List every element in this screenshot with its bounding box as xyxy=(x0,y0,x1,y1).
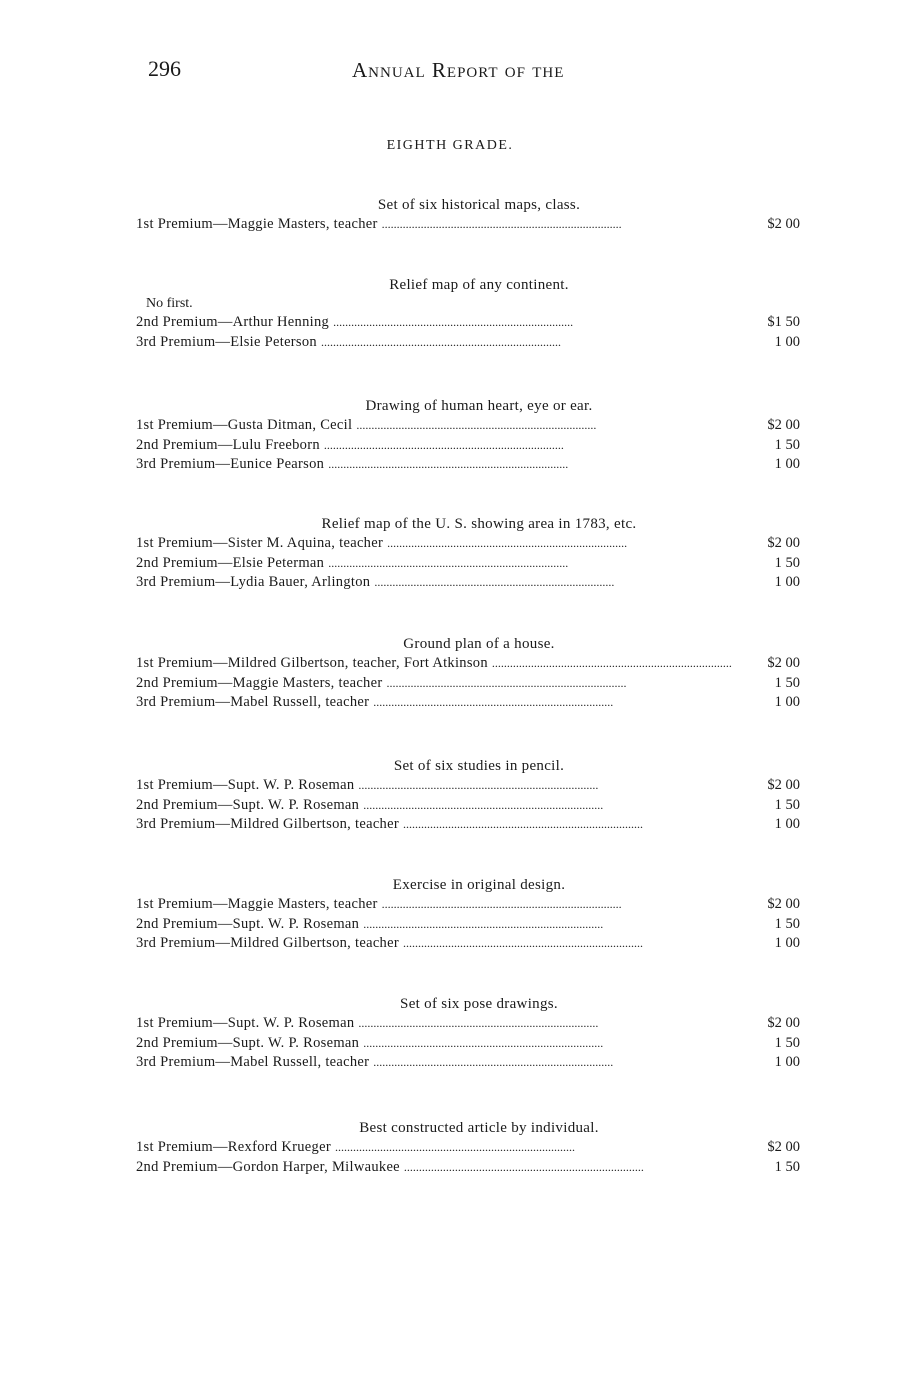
premium-recipient: 1st Premium—Maggie Masters, teacher xyxy=(136,896,378,912)
dot-leader xyxy=(382,215,734,235)
premium-entry xyxy=(136,815,802,835)
premium-amount: 1 50 xyxy=(774,1034,800,1051)
premium-amount: 1 00 xyxy=(774,694,800,710)
premium-entry xyxy=(136,1138,802,1158)
award-section xyxy=(136,875,802,954)
dot-leader xyxy=(403,815,734,835)
premium-recipient: 2nd Premium—Elsie Peterman xyxy=(136,554,325,571)
premium-recipient: 1st Premium—Gusta Ditman, Cecil xyxy=(136,417,353,433)
award-section xyxy=(136,994,802,1073)
premium-amount: 1 50 xyxy=(774,796,800,813)
premium-recipient: 3rd Premium—Mildred Gilbertson, teacher xyxy=(136,816,399,832)
page-header xyxy=(148,56,828,88)
award-section xyxy=(136,275,802,352)
premium-amount: $1 50 xyxy=(767,314,800,330)
premium-entry xyxy=(136,776,802,796)
premium-amount: $2 00 xyxy=(767,1015,800,1031)
premium-amount: 1 00 xyxy=(774,1054,800,1070)
premium-amount: $2 00 xyxy=(767,1139,800,1155)
premium-recipient: 3rd Premium—Mildred Gilbertson, teacher xyxy=(136,935,399,951)
premium-recipient: 1st Premium—Mildred Gilbertson, teacher, Fort Atkinson xyxy=(136,655,488,671)
premium-entry xyxy=(136,895,802,915)
dot-leader xyxy=(373,1053,734,1073)
dot-leader xyxy=(358,1014,734,1034)
premium-amount: 1 50 xyxy=(774,674,800,691)
running-head: Annual Report of the xyxy=(352,58,565,82)
premium-entry xyxy=(136,416,802,436)
premium-amount: 1 50 xyxy=(774,554,800,571)
premium-entry xyxy=(136,674,802,694)
premium-recipient: 3rd Premium—Mabel Russell, teacher xyxy=(136,1054,370,1070)
premium-amount: 1 00 xyxy=(774,574,800,590)
premium-entry xyxy=(136,215,802,235)
premium-recipient: 2nd Premium—Supt. W. P. Roseman xyxy=(136,915,360,932)
premium-recipient: 1st Premium—Supt. W. P. Roseman xyxy=(136,1015,355,1031)
premium-recipient: 1st Premium—Sister M. Aquina, teacher xyxy=(136,535,384,551)
section-title: Drawing of human heart, eye or ear. xyxy=(365,398,593,414)
premium-amount: $2 00 xyxy=(767,655,800,671)
premium-amount: 1 00 xyxy=(774,935,800,951)
dot-leader xyxy=(386,674,734,694)
premium-amount: 1 50 xyxy=(774,1158,800,1175)
premium-entry xyxy=(136,1034,802,1054)
dot-leader xyxy=(387,534,734,554)
premium-recipient: 2nd Premium—Maggie Masters, teacher xyxy=(136,674,383,691)
section-title: Best constructed article by individual. xyxy=(359,1120,599,1136)
dot-leader xyxy=(321,333,734,353)
premium-recipient: 3rd Premium—Elsie Peterson xyxy=(136,333,317,350)
dot-leader xyxy=(363,1034,734,1054)
premium-entry xyxy=(136,934,802,954)
premium-recipient: 1st Premium—Rexford Krueger xyxy=(136,1139,331,1155)
award-section xyxy=(136,195,802,235)
premium-amount: 1 00 xyxy=(774,333,800,350)
premium-entry xyxy=(136,436,802,456)
award-section xyxy=(136,634,802,713)
dot-leader xyxy=(382,895,734,915)
premium-amount: 1 50 xyxy=(774,915,800,932)
premium-recipient: 1st Premium—Supt. W. P. Roseman xyxy=(136,777,355,793)
award-section xyxy=(136,1118,802,1177)
premium-entry xyxy=(136,573,802,593)
premium-recipient: 1st Premium—Maggie Masters, teacher xyxy=(136,216,378,232)
premium-recipient: 3rd Premium—Mabel Russell, teacher xyxy=(136,694,370,710)
dot-leader xyxy=(404,1158,734,1178)
section-title: Relief map of the U. S. showing area in 1783, etc. xyxy=(321,516,637,532)
dot-leader xyxy=(328,554,734,574)
dot-leader xyxy=(403,934,734,954)
section-title: Exercise in original design. xyxy=(392,877,566,893)
premium-entry xyxy=(136,796,802,816)
section-title: Ground plan of a house. xyxy=(403,636,555,652)
dot-leader xyxy=(356,416,734,436)
section-title: Set of six studies in pencil. xyxy=(393,758,565,774)
premium-entry xyxy=(136,333,802,353)
premium-recipient: 2nd Premium—Supt. W. P. Roseman xyxy=(136,1034,360,1051)
dot-leader xyxy=(374,573,734,593)
premium-recipient: 3rd Premium—Eunice Pearson xyxy=(136,456,325,472)
premium-entry xyxy=(136,693,802,713)
page-number: 296 xyxy=(148,56,181,81)
premium-entry xyxy=(136,534,802,554)
award-section xyxy=(136,396,802,475)
premium-entry xyxy=(136,554,802,574)
section-title: Set of six pose drawings. xyxy=(400,996,558,1012)
dot-leader xyxy=(492,654,734,674)
premium-entry xyxy=(136,1053,802,1073)
section-title: Relief map of any continent. xyxy=(389,277,569,293)
premium-entry xyxy=(136,313,802,333)
dot-leader xyxy=(373,693,734,713)
dot-leader xyxy=(324,436,734,456)
premium-recipient: 2nd Premium—Arthur Henning xyxy=(136,314,330,330)
premium-recipient: 2nd Premium—Gordon Harper, Milwaukee xyxy=(136,1158,400,1175)
premium-entry xyxy=(136,654,802,674)
premium-amount: 1 00 xyxy=(774,456,800,472)
grade-title: EIGHTH GRADE. xyxy=(386,138,514,153)
dot-leader xyxy=(363,915,734,935)
premium-entry xyxy=(136,1014,802,1034)
premium-recipient: 2nd Premium—Supt. W. P. Roseman xyxy=(136,796,360,813)
premium-amount: 1 50 xyxy=(774,436,800,453)
premium-amount: $2 00 xyxy=(767,216,800,232)
dot-leader xyxy=(328,455,734,475)
premium-amount: $2 00 xyxy=(767,417,800,433)
dot-leader xyxy=(333,313,734,333)
award-section xyxy=(136,514,802,593)
premium-amount: $2 00 xyxy=(767,777,800,793)
section-title: Set of six historical maps, class. xyxy=(377,197,581,213)
dot-leader xyxy=(363,796,734,816)
dot-leader xyxy=(358,776,734,796)
premium-entry xyxy=(136,1158,802,1178)
premium-amount: 1 00 xyxy=(774,816,800,832)
premium-entry xyxy=(136,455,802,475)
premium-entry xyxy=(136,915,802,935)
dot-leader xyxy=(335,1138,734,1158)
premium-recipient: 3rd Premium—Lydia Bauer, Arlington xyxy=(136,574,371,590)
section-note: No first. xyxy=(146,296,193,311)
award-section xyxy=(136,756,802,835)
premium-amount: $2 00 xyxy=(767,535,800,551)
premium-recipient: 2nd Premium—Lulu Freeborn xyxy=(136,436,320,453)
premium-amount: $2 00 xyxy=(767,896,800,912)
